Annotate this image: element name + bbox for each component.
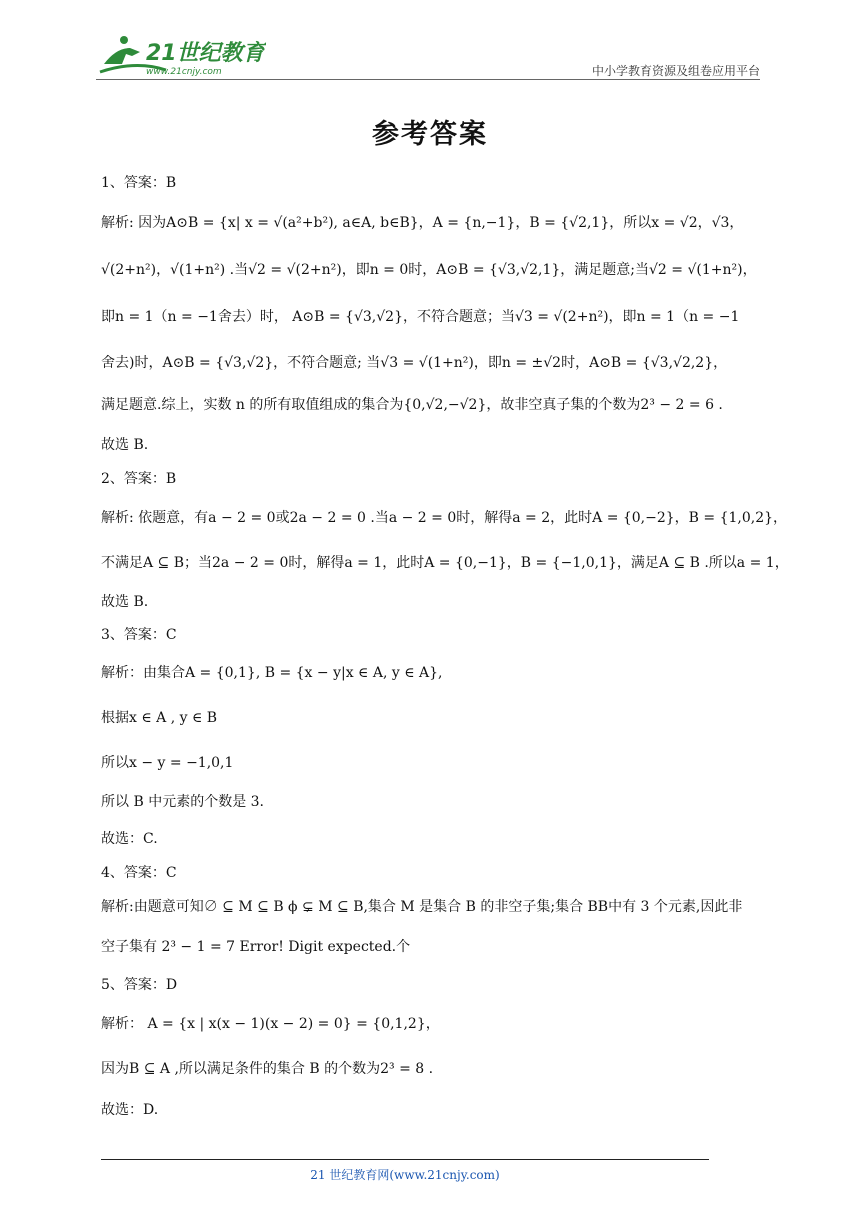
answer-1-line-5: 满足题意.综上，实数 n 的所有取值组成的集合为{0,√2,−√2}，故非空真子集的个数为2³ − 2 = 6 . xyxy=(101,397,723,413)
answer-2-heading: 2、答案：B xyxy=(101,471,177,487)
answer-1-line-4: 舍去)时，A⊙B = {√3,√2}，不符合题意; 当√3 = √(1+n²)，即n = ±√2时，A⊙B = {√3,√2,2}， xyxy=(101,355,728,371)
answer-2-conclusion: 故选 B. xyxy=(101,594,149,610)
answer-1-conclusion: 故选 B. xyxy=(101,437,149,453)
answer-1-heading: 1、答案：B xyxy=(101,175,177,191)
footer-link[interactable]: 21 世纪教育网(www.21cnjy.com) xyxy=(310,1168,500,1182)
footer-divider xyxy=(101,1159,709,1160)
answer-3-conclusion: 故选：C. xyxy=(101,831,158,847)
answer-5-line-2: 因为B ⊆ A ,所以满足条件的集合 B 的个数为2³ = 8 . xyxy=(101,1061,434,1077)
answer-5-heading: 5、答案：D xyxy=(101,977,178,993)
logo-icon xyxy=(96,30,266,80)
answer-1-line-1: 解析: 因为A⊙B = {x| x = √(a²+b²), a∈A, b∈B}，A = {n,−1}，B = {√2,1}，所以x = √2，√3， xyxy=(101,215,744,231)
answer-2-line-1: 解析: 依题意，有a − 2 = 0或2a − 2 = 0 .当a − 2 = 0时，解得a = 2，此时A = {0,−2}，B = {1,0,2}， xyxy=(101,510,788,526)
answer-4-line-1: 解析:由题意可知∅ ⊆ M ⊆ B ϕ ⊊ M ⊆ B,集合 M 是集合 B 的非空子集;集合 BB中有 3 个元素,因此非 xyxy=(101,899,743,915)
answer-5-line-1: 解析： A = {x | x(x − 1)(x − 2) = 0} = {0,1,2}， xyxy=(101,1016,440,1032)
answer-5-conclusion: 故选：D. xyxy=(101,1102,159,1118)
header-divider xyxy=(96,79,760,80)
answer-4-heading: 4、答案：C xyxy=(101,865,177,881)
answer-3-heading: 3、答案：C xyxy=(101,627,177,643)
svg-text:21世纪教育: 21世纪教育 xyxy=(146,41,265,66)
page-title: 参考答案 xyxy=(372,119,488,150)
answer-3-line-1: 解析：由集合A = {0,1}, B = {x − y|x ∈ A, y ∈ A}, xyxy=(101,665,443,681)
answer-2-line-2: 不满足A ⊆ B；当2a − 2 = 0时，解得a = 1，此时A = {0,−1}，B = {−1,0,1}，满足A ⊆ B .所以a = 1， xyxy=(101,555,789,571)
answer-3-line-2: 根据x ∈ A , y ∈ B xyxy=(101,710,218,726)
answer-1-line-3: 即n = 1（n = −1舍去）时， A⊙B = {√3,√2}，不符合题意；当√3 = √(2+n²)，即n = 1（n = −1 xyxy=(101,309,740,325)
answer-3-line-3: 所以x − y = −1,0,1 xyxy=(101,755,234,771)
answer-3-line-4: 所以 B 中元素的个数是 3. xyxy=(101,794,264,810)
answer-4-line-2: 空子集有 2³ − 1 = 7 Error! Digit expected.个 xyxy=(101,939,411,955)
answer-1-line-2: √(2+n²)，√(1+n²) .当√2 = √(2+n²)，即n = 0时，A⊙B = {√3,√2,1}，满足题意;当√2 = √(1+n²)， xyxy=(101,262,757,278)
svg-text:www.21cnjy.com: www.21cnjy.com xyxy=(146,67,222,77)
page-header xyxy=(96,30,760,80)
platform-name: 中小学教育资源及组卷应用平台 xyxy=(591,64,760,78)
